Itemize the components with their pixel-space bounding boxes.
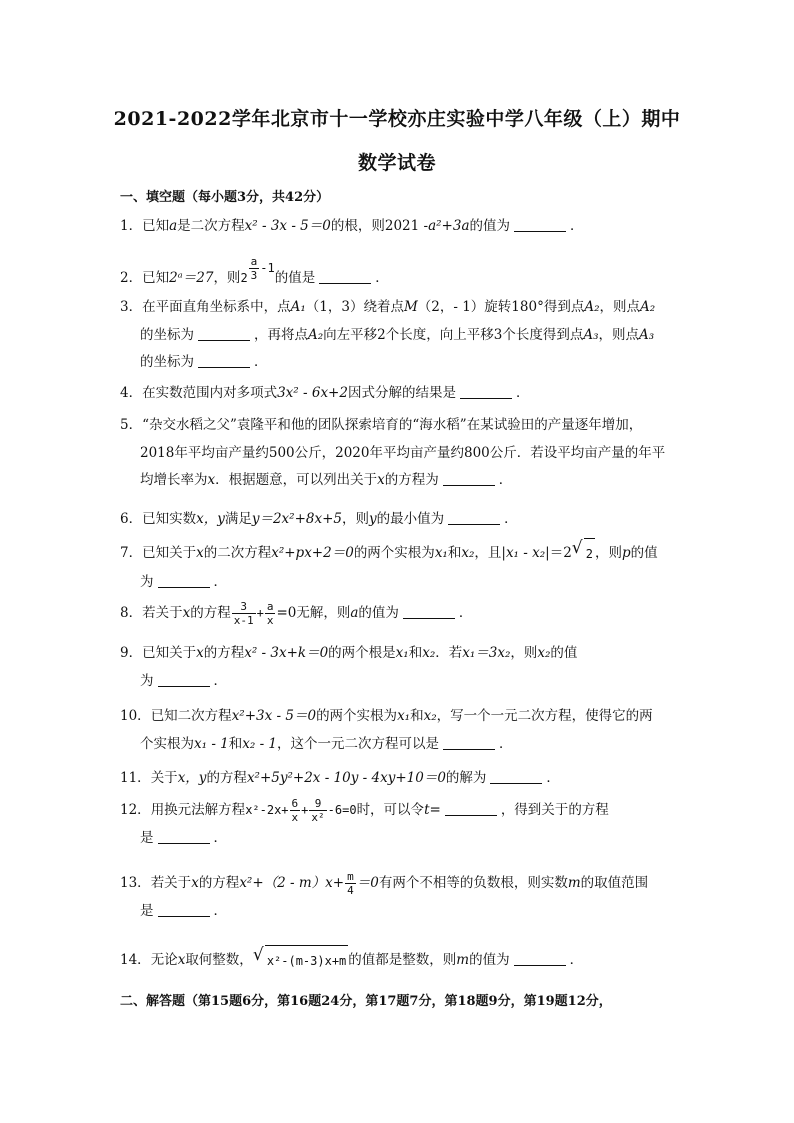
square-root: √ 2 [572, 538, 595, 569]
answer-blank[interactable] [460, 384, 512, 399]
power-exponent: $\frac{a}{3}$ -1 [250, 255, 275, 282]
question-13: 13．若关于x的方程x²+（2 - m）x+ $\frac{m}{4}$ ＝0有两个不相等的负数根，则实数m的取值范围 是 ． [120, 870, 649, 919]
fraction: $\frac{6}{x}$ [291, 797, 299, 824]
answer-blank[interactable] [158, 573, 210, 588]
question-11: 11．关于x，y的方程x²+5y²+2x - 10y - 4xy+10＝0的解为 ． [120, 770, 560, 786]
question-5: 5．“杂交水稻之父”袁隆平和他的团队探索培育的“海水稻”在某试验田的产量逐年增加， 2018年平均亩产量约500公斤，2020年平均亩产量约800公斤．若设平均亩产量的年平 均增长率为x．根据题意，可以列出关于x的方程为 ． [120, 417, 666, 488]
answer-blank[interactable] [445, 801, 497, 816]
question-1: 1．已知a是二次方程x² - 3x - 5＝0的根，则2021 -a²+3a的值为 ． [120, 218, 584, 234]
question-2: 2．已知2ᵃ＝27，则2 $\frac{a}{3}$ -1的值是 ． [120, 255, 389, 286]
section-heading-fill-blank: 一、填空题（每小题3分，共42分） [120, 190, 330, 205]
answer-blank[interactable] [198, 326, 250, 341]
question-10: 10．已知二次方程x²+3x - 5＝0的两个实根为x₁和x₂，写一个一元二次方程，使得它的两 个实根为x₁ - 1和x₂ - 1，这个一元二次方程可以是 ． [120, 708, 653, 752]
answer-blank[interactable] [198, 353, 250, 368]
answer-blank[interactable] [443, 471, 495, 486]
answer-blank[interactable] [158, 902, 210, 917]
answer-blank[interactable] [158, 672, 210, 687]
question-14: 14．无论x取何整数， √ x²-(m-3)x+m 的值都是整数，则m的值为 ． [120, 945, 680, 976]
answer-blank[interactable] [514, 217, 566, 232]
question-12: 12．用换元法解方程x²-2x+ $\frac{6}{x}$ + $\frac{9}{\text{x²}}$ -6=0时，可以令t= ，得到关于的方程 是 ． [120, 797, 609, 846]
answer-blank[interactable] [448, 510, 500, 525]
fraction: $\frac{3}{x-1}$ [233, 600, 254, 627]
answer-blank[interactable] [158, 829, 210, 844]
fraction: $\frac{a}{x}$ [266, 600, 274, 627]
question-4: 4．在实数范围内对多项式3x² - 6x+2因式分解的结果是 ． [120, 385, 530, 401]
question-7: 7．已知关于x的二次方程x²+px+2＝0的两个实根为x₁和x₂，且|x₁ - x₂|＝2 √ 2 ，则p的值 为 ． [120, 538, 658, 590]
exam-title-line1: 2021-2022学年北京市十一学校亦庄实验中学八年级（上）期中 [113, 108, 681, 130]
fraction: $\frac{m}{4}$ [347, 870, 354, 897]
question-6: 6．已知实数x，y满足y＝2x²+8x+5，则y的最小值为 ． [120, 511, 518, 527]
answer-blank[interactable] [490, 769, 542, 784]
answer-blank[interactable] [443, 735, 495, 750]
fraction: $\frac{9}{\text{x²}}$ [311, 797, 325, 824]
answer-blank[interactable] [403, 604, 455, 619]
section-heading-solutions: 二、解答题（第15题6分，第16题24分，第17题7分，第18题9分，第19题12分， [120, 994, 612, 1009]
exam-title-line2: 数学试卷 [357, 152, 436, 174]
answer-blank[interactable] [319, 269, 371, 284]
square-root: √ x²-(m-3)x+m [253, 945, 348, 976]
question-8: 8．若关于x的方程 $\frac{3}{x-1}$ + $\frac{a}{x}$ =0无解，则a的值为 ． [120, 600, 473, 627]
question-3: 3．在平面直角坐标系中，点A₁（1，3）绕着点M（2，- 1）旋转180°得到点A₂，则点A₂ 的坐标为 ，再将点A₂向左平移2个长度，向上平移3个长度得到点A₃，则点A₃ 的坐标为 ． [120, 299, 656, 370]
question-9: 9．已知关于x的方程x² - 3x+k＝0的两个根是x₁和x₂．若x₁＝3x₂，则x₂的值 为 ． [120, 645, 578, 689]
answer-blank[interactable] [514, 951, 566, 966]
